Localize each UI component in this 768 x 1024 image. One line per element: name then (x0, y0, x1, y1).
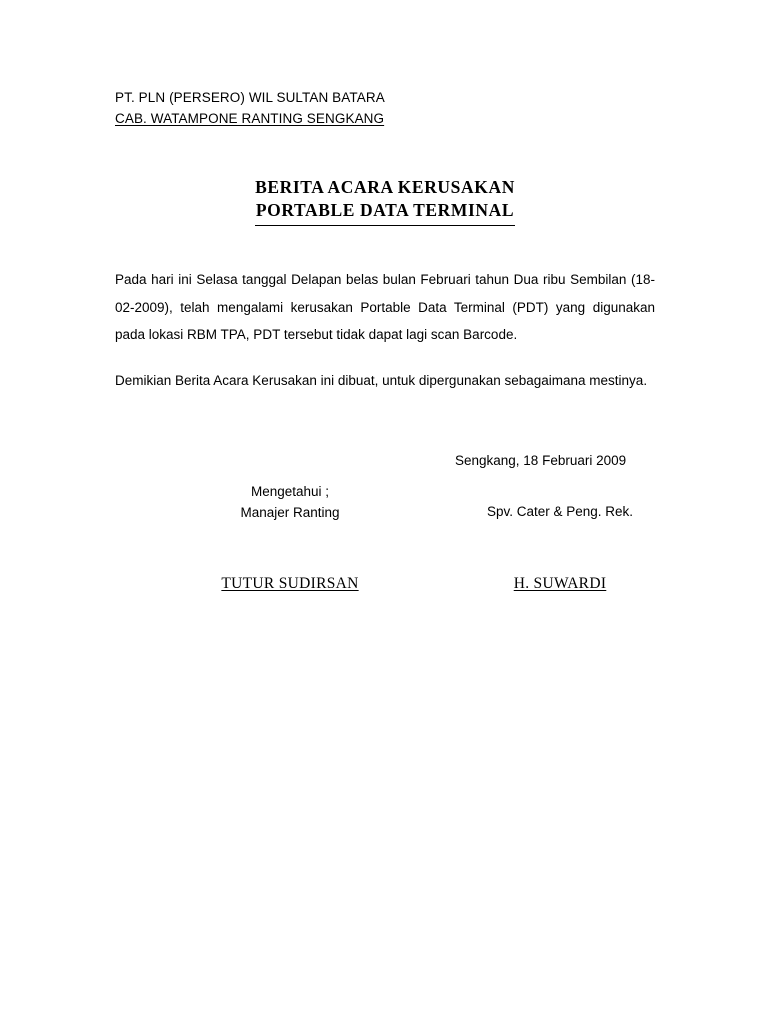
paragraph-1: Pada hari ini Selasa tanggal Delapan belas bulan Februari tahun Dua ribu Sembilan (18-02-2009), telah mengalami kerusakan Portable Data Terminal (PDT) yang digunakan pada lokasi RBM TPA, PDT tersebut tidak dapat lagi scan Barcode. (115, 272, 655, 343)
document-title (115, 176, 655, 226)
signatory-right-name-wrap (445, 575, 675, 593)
title-line-2: PORTABLE DATA TERMINAL (255, 200, 515, 221)
letterhead-line-1: PT. PLN (PERSERO) WIL SULTAN BATARA (115, 90, 385, 105)
paragraph-2: Demikian Berita Acara Kerusakan ini dibuat, untuk dipergunakan sebagaimana mestinya. (115, 373, 648, 389)
letterhead (115, 88, 655, 130)
document-body (115, 266, 655, 395)
signatory-left-title (185, 481, 395, 524)
document-content (115, 88, 655, 663)
signatory-right-title-line-1: Spv. Cater & Peng. Rek. (486, 503, 634, 519)
signature-area (115, 453, 655, 663)
signatory-left-name-wrap (185, 575, 395, 593)
signatory-left-name: TUTUR SUDIRSAN (221, 574, 359, 592)
title-line-1: BERITA ACARA KERUSAKAN (255, 176, 515, 197)
letterhead-line-2: CAB. WATAMPONE RANTING SENGKANG (115, 110, 385, 126)
place-and-date: Sengkang, 18 Februari 2009 (455, 452, 627, 468)
signatory-right-name: H. SUWARDI (513, 574, 607, 592)
signatory-left-title-line-1: Mengetahui ; (250, 483, 330, 499)
signatory-left-title-line-2: Manajer Ranting (240, 505, 340, 521)
title-underline-group (255, 176, 515, 226)
signatory-right-title (445, 501, 675, 523)
